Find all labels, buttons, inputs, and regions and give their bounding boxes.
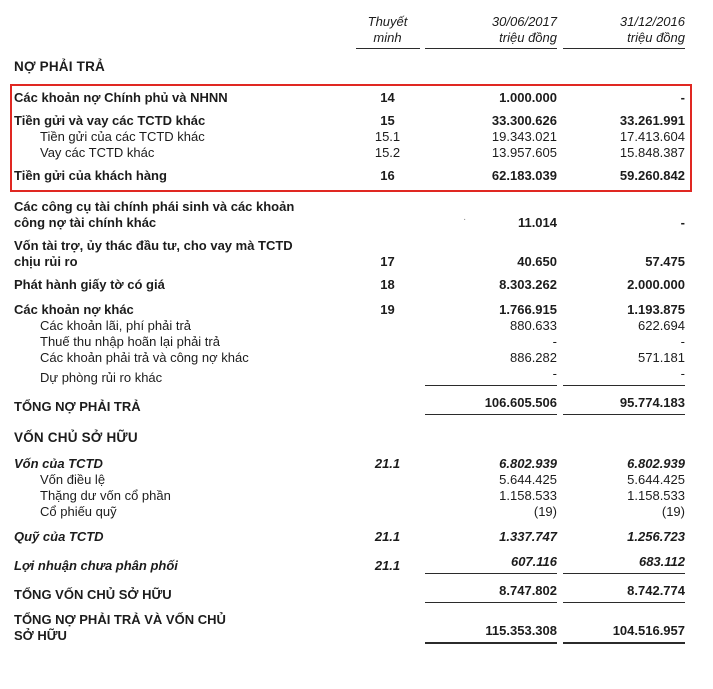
row-value-prior: 95.774.183 xyxy=(563,395,685,415)
row-value-current: - xyxy=(425,366,557,386)
row-value-current: 886.282 xyxy=(510,350,557,365)
row-label: Vay các TCTD khác xyxy=(40,145,155,160)
row-value-current: 6.802.939 xyxy=(499,456,557,471)
col-header-period1-unit: triệu đồng xyxy=(499,30,557,45)
row-value-current: · 11.014 xyxy=(463,214,557,230)
row-value-current: 880.633 xyxy=(510,318,557,333)
row-other-liabilities xyxy=(0,302,713,318)
row-value-prior: 5.644.425 xyxy=(627,472,685,487)
row-treasury-shares xyxy=(0,504,713,520)
row-value-prior xyxy=(563,430,685,446)
row-value-prior: 6.802.939 xyxy=(627,456,685,471)
row-deposits-of-other-ci xyxy=(12,129,690,145)
row-value-prior: 1.158.533 xyxy=(627,488,685,503)
row-note-ref: 21.1 xyxy=(374,456,401,471)
table-header xyxy=(0,14,713,49)
row-value-prior: 1.193.875 xyxy=(627,302,685,317)
row-value-current: 1.158.533 xyxy=(499,488,557,503)
row-entrusted-funds xyxy=(0,238,713,270)
col-header-note xyxy=(350,14,425,49)
row-value-prior: - xyxy=(680,90,685,105)
row-value-prior: 33.261.991 xyxy=(619,113,685,128)
row-note-ref xyxy=(350,59,425,75)
row-value-prior: - xyxy=(563,366,685,386)
row-other-risk-provisions xyxy=(0,366,713,386)
row-deposits-borrowings-other-ci xyxy=(12,113,690,129)
row-value-prior: 622.694 xyxy=(638,318,685,333)
row-value-prior: 57.475 xyxy=(645,254,685,269)
row-deferred-tax-payable xyxy=(0,334,713,350)
row-note-ref: 21.1 xyxy=(374,558,401,573)
col-header-period2-unit: triệu đồng xyxy=(627,30,685,45)
row-note-ref: 19 xyxy=(380,302,395,317)
row-label: Thặng dư vốn cổ phần xyxy=(40,488,171,503)
row-note-ref: 15 xyxy=(380,113,395,128)
row-value-current xyxy=(425,59,557,75)
row-other-payables xyxy=(0,350,713,366)
row-value-current: 19.343.021 xyxy=(491,129,557,144)
row-value-prior: 1.256.723 xyxy=(627,529,685,544)
row-undistributed-profit xyxy=(0,554,713,574)
row-value-current: 62.183.039 xyxy=(491,168,557,183)
row-accrued-interest-fees xyxy=(0,318,713,334)
col-header-period1 xyxy=(425,14,557,49)
row-label: Cổ phiếu quỹ xyxy=(40,504,117,519)
row-label: VỐN CHỦ SỞ HỮU xyxy=(14,430,138,445)
row-capital-of-ci xyxy=(0,456,713,472)
row-value-current: 106.605.506 xyxy=(425,395,557,415)
table-body xyxy=(0,59,713,644)
row-note-ref xyxy=(350,504,425,520)
row-label: Dự phòng rủi ro khác xyxy=(40,370,163,385)
row-value-prior: 2.000.000 xyxy=(627,277,685,292)
row-label: Các khoản lãi, phí phải trả xyxy=(40,318,192,333)
row-derivatives-other-liabilities xyxy=(0,199,713,231)
row-value-prior: 59.260.842 xyxy=(619,168,685,183)
col-header-period2 xyxy=(563,14,685,49)
col-header-period1-date: 30/06/2017 xyxy=(491,14,557,29)
row-value-prior: 8.742.774 xyxy=(563,583,685,603)
row-value-current: 115.353.308 xyxy=(425,623,557,644)
row-value-current: 1.766.915 xyxy=(499,302,557,317)
row-label: Các khoản phải trả và công nợ khác xyxy=(40,350,249,365)
row-valuable-papers-issued xyxy=(0,277,713,293)
row-label: Vốn tài trợ, ủy thác đầu tư, cho vay mà TCTD chịu rủi ro xyxy=(14,238,293,269)
row-label: Các khoản nợ Chính phủ và NHNN xyxy=(14,90,228,105)
row-label: Các khoản nợ khác xyxy=(14,302,134,317)
row-value-current: 8.303.262 xyxy=(499,277,557,292)
row-value-current: 607.116 xyxy=(425,554,557,574)
row-note-ref: 18 xyxy=(380,277,395,292)
row-label: Tiền gửi của các TCTD khác xyxy=(40,129,205,144)
row-total-liabilities-and-equity xyxy=(0,612,713,644)
row-borrowings-from-other-ci xyxy=(12,145,690,161)
section-equity xyxy=(0,430,713,446)
row-value-prior: - xyxy=(680,334,685,349)
row-label: Vốn của TCTD xyxy=(14,456,103,471)
row-value-prior: 17.413.604 xyxy=(619,129,685,144)
row-value-current: 8.747.802 xyxy=(425,583,557,603)
col-header-note-line1: Thuyết xyxy=(367,14,408,29)
row-value-prior: - xyxy=(680,215,685,230)
row-label: NỢ PHẢI TRẢ xyxy=(14,59,105,74)
row-label: Phát hành giấy tờ có giá xyxy=(14,277,165,292)
row-charter-capital xyxy=(0,472,713,488)
row-funds-of-ci xyxy=(0,529,713,545)
row-label: TỔNG VỐN CHỦ SỞ HỮU xyxy=(14,587,172,602)
row-government-debts xyxy=(12,90,690,106)
row-value-current: - xyxy=(552,334,557,349)
row-value-prior xyxy=(563,59,685,75)
row-note-ref xyxy=(350,399,425,415)
scan-artifact-dot: · xyxy=(463,214,467,225)
row-note-ref: 15.2 xyxy=(374,145,401,160)
row-note-ref: 21.1 xyxy=(374,529,401,544)
row-value-prior: (19) xyxy=(661,504,685,519)
row-label: Thuế thu nhập hoãn lại phải trả xyxy=(40,334,220,349)
row-share-premium xyxy=(0,488,713,504)
row-note-ref xyxy=(350,215,425,231)
row-value-current: 33.300.626 xyxy=(491,113,557,128)
row-value-current: 5.644.425 xyxy=(499,472,557,487)
row-note-ref xyxy=(350,318,425,334)
section-liabilities xyxy=(0,59,713,75)
row-note-ref xyxy=(350,430,425,446)
row-note-ref xyxy=(350,488,425,504)
row-note-ref xyxy=(350,350,425,366)
row-note-ref xyxy=(350,628,425,644)
row-note-ref xyxy=(350,472,425,488)
row-value-current xyxy=(425,430,557,446)
row-label: Quỹ của TCTD xyxy=(14,529,104,544)
row-note-ref: 15.1 xyxy=(374,129,401,144)
row-label: TỔNG NỢ PHẢI TRẢ xyxy=(14,399,141,414)
row-value-prior: 15.848.387 xyxy=(619,145,685,160)
row-value-current: (19) xyxy=(533,504,557,519)
row-note-ref xyxy=(350,334,425,350)
row-label: Tiền gửi và vay các TCTD khác xyxy=(14,113,206,128)
col-header-note-line2: minh xyxy=(373,30,402,45)
row-value-current: 13.957.605 xyxy=(491,145,557,160)
row-customer-deposits xyxy=(12,168,690,184)
row-label: TỔNG NỢ PHẢI TRẢ VÀ VỐN CHỦ SỞ HỮU xyxy=(14,612,226,643)
row-value-prior: 683.112 xyxy=(563,554,685,574)
row-label: Lợi nhuận chưa phân phối xyxy=(14,558,178,573)
row-value-current: 1.000.000 xyxy=(499,90,557,105)
row-value-prior: 104.516.957 xyxy=(563,623,685,644)
row-label: Vốn điều lệ xyxy=(40,472,106,487)
col-header-period2-date: 31/12/2016 xyxy=(619,14,685,29)
row-total-liabilities xyxy=(0,395,713,415)
row-note-ref: 17 xyxy=(380,254,395,269)
row-total-equity xyxy=(0,583,713,603)
row-note-ref xyxy=(350,370,425,386)
row-label: Các công cụ tài chính phái sinh và các khoản công nợ tài chính khác xyxy=(14,199,295,230)
row-note-ref: 16 xyxy=(380,168,395,183)
row-value-prior: 571.181 xyxy=(638,350,685,365)
header-label-spacer xyxy=(14,33,350,49)
row-value-current: 40.650 xyxy=(517,254,557,269)
highlight-box xyxy=(10,84,692,192)
row-value-current: 1.337.747 xyxy=(499,529,557,544)
row-note-ref xyxy=(350,587,425,603)
row-note-ref: 14 xyxy=(380,90,395,105)
row-label: Tiền gửi của khách hàng xyxy=(14,168,167,183)
